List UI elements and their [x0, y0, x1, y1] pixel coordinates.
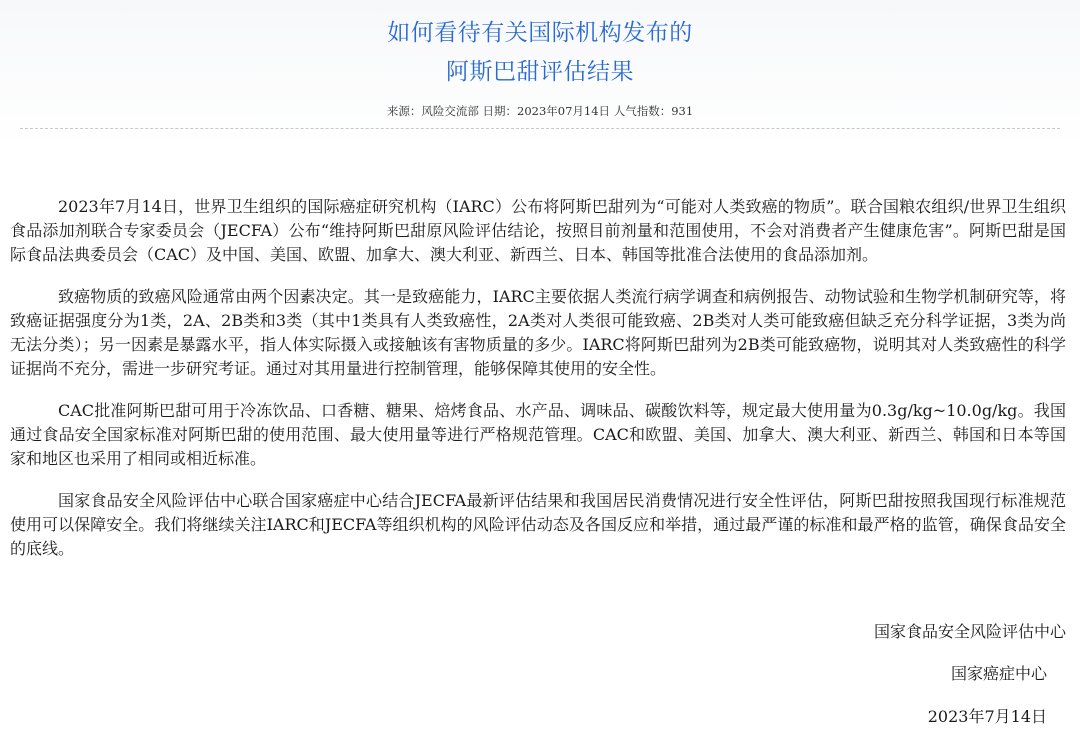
signature-org-1: 国家食品安全风险评估中心: [873, 622, 1066, 641]
signature-date: 2023年7月14日: [927, 707, 1047, 726]
article-title-line2: 阿斯巴甜评估结果: [446, 59, 634, 85]
signature-org-2: 国家癌症中心: [950, 664, 1047, 683]
source-label: 来源：: [386, 104, 422, 118]
date-label: 日期：: [482, 104, 517, 118]
views-value: 931: [671, 104, 694, 118]
header-divider: [20, 128, 1060, 129]
body-paragraph-2: 致癌物质的致癌风险通常由两个因素决定。其一是致癌能力，IARC主要依据人类流行病学调查和病例报告、动物试验和生物学机制研究等，将致癌证据强度分为1类，2A、2B类和3类（其中1类具有人类致癌性，2A类对人类很可能致癌、2B类对人类可能致癌但缺乏充分科学证据，3类为尚无法分类）；另一因素是暴露水平，指人体实际摄入或接触该有害物质量的多少。IARC将阿斯巴甜列为2B类可能致癌物，说明其对人类致癌性的科学证据尚不充分，需进一步研究考证。通过对其用量进行控制管理，能够保障其使用的安全性。: [10, 287, 1066, 378]
body-paragraph-4: 国家食品安全风险评估中心联合国家癌症中心结合JECFA最新评估结果和我国居民消费情况进行安全性评估，阿斯巴甜按照我国现行标准规范使用可以保障安全。我们将继续关注IARC和JECFA等组织机构的风险评估动态及各国反应和举措，通过最严谨的标准和最严格的监管，确保食品安全的底线。: [10, 491, 1066, 558]
article-meta: [0, 103, 1080, 119]
body-paragraph-1: 2023年7月14日，世界卫生组织的国际癌症研究机构（IARC）公布将阿斯巴甜列为“可能对人类致癌的物质”。联合国粮农组织/世界卫生组织食品添加剂联合专家委员会（JECFA）公布“维持阿斯巴甜原风险评估结论，按照目前剂量和范围使用，不会对消费者产生健康危害”。阿斯巴甜是国际食品法典委员会（CAC）及中国、美国、欧盟、加拿大、澳大利亚、新西兰、日本、韩国等批准合法使用的食品添加剂。: [10, 197, 1066, 264]
article-header: [0, 0, 1080, 150]
source-value: 风险交流部: [421, 104, 479, 118]
body-paragraph-3: CAC批准阿斯巴甜可用于冷冻饮品、口香糖、糖果、焙烤食品、水产品、调味品、碳酸饮料等，规定最大使用量为0.3g/kg~10.0g/kg。我国通过食品安全国家标准对阿斯巴甜的使用范围、最大使用量等进行严格规范管理。CAC和欧盟、美国、加拿大、澳大利亚、新西兰、韩国和日本等国家和地区也采用了相同或相近标准。: [10, 401, 1066, 468]
date-value: 2023年07月14日: [517, 104, 611, 118]
article-title-line1: 如何看待有关国际机构发布的: [387, 20, 693, 46]
article-body: [10, 195, 1066, 579]
views-label: 人气指数：: [613, 104, 672, 118]
